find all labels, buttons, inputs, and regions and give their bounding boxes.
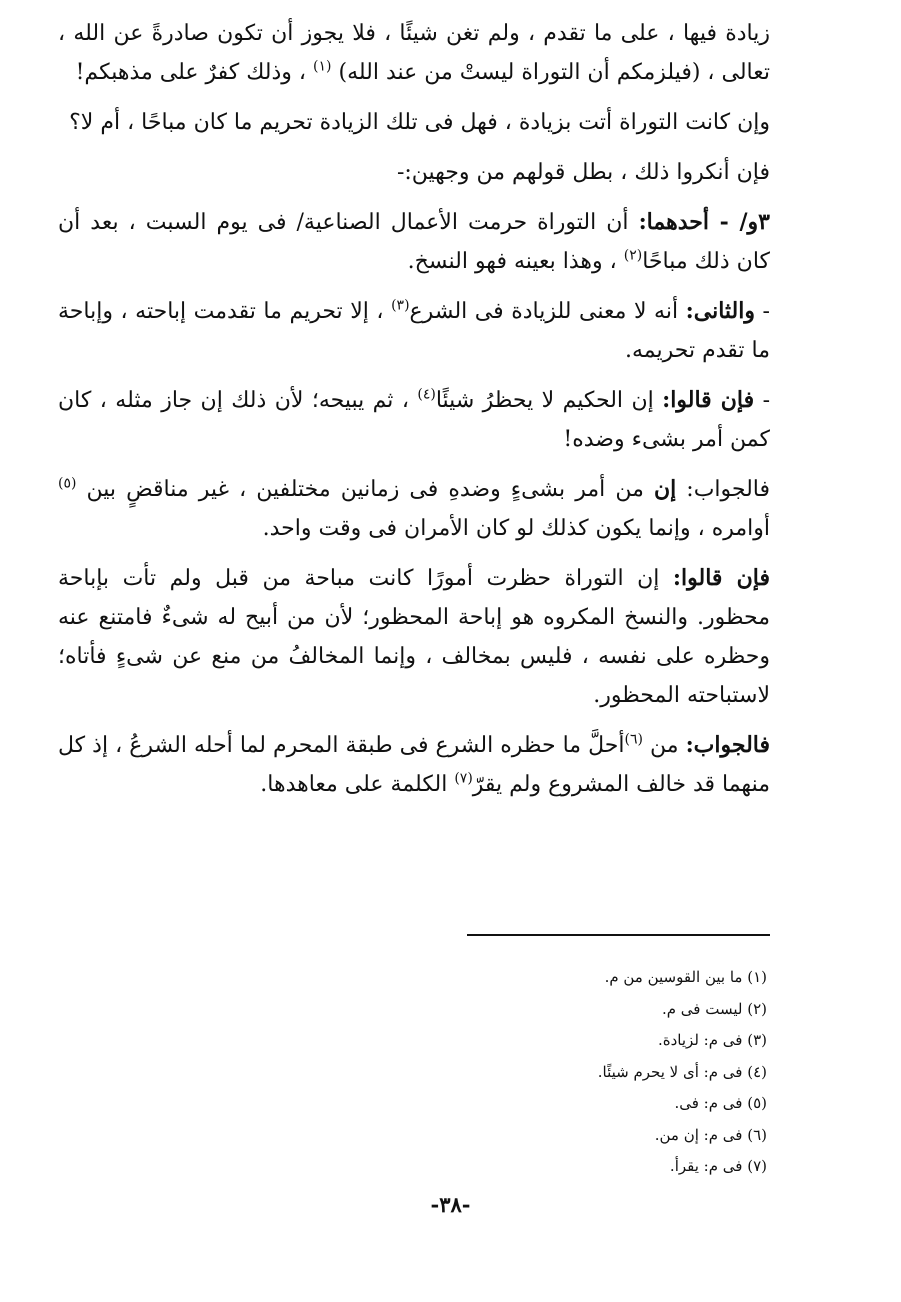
text-segment: -: [755, 299, 770, 324]
paragraph: [58, 726, 770, 804]
paragraph: [58, 14, 770, 92]
bold-lead: فالجواب:: [685, 732, 770, 758]
footnote-marker: (١): [313, 58, 332, 75]
text-segment: فإن أنكروا ذلك ، بطل قولهم من وجهين:-: [396, 160, 770, 185]
text-segment: فالجواب:: [676, 477, 771, 502]
text-segment: من: [642, 733, 686, 758]
text-segment: زيادة فيها ، على ما تقدم ، ولم تغن شيئًا ، فلا يجوز أن تكون صادرةً عن الله ، تعالى ، (فيلزمكم أن التوراة ليستْ من عند الله): [58, 21, 770, 85]
text-segment: -: [754, 388, 771, 413]
text-segment: أحلَّ ما حظره الشرع فى طبقة المحرم لما أحله الشرعُ ، إذ كل منهما قد خالف المشروع ولم يقرّ: [58, 733, 770, 797]
paragraph: [58, 203, 770, 281]
paragraph: [58, 381, 770, 459]
footnote-marker: (٧): [454, 770, 473, 787]
main-text: [58, 14, 770, 815]
footnote-divider: [467, 934, 770, 936]
paragraph: [58, 470, 770, 548]
footnote: (٢) ليست فى م.: [661, 999, 767, 1018]
paragraph: [58, 559, 770, 715]
bold-lead: فإن قالوا:: [672, 565, 771, 591]
bold-lead: فإن قالوا:: [662, 387, 755, 413]
footnote-marker: (٦): [624, 731, 643, 748]
paragraph: [58, 292, 770, 370]
text-segment: ، ثم يبيحه؛ لأن ذلك إن جاز مثله ، كان كمن أمر بشىء وضده!: [58, 388, 770, 452]
text-segment: أنه لا معنى للزيادة فى الشرع: [409, 299, 686, 324]
text-segment: إن الحكيم لا يحظرُ شيئًا: [435, 388, 663, 413]
text-segment: إن التوراة حظرت أمورًا كانت مباحة من قبل ولم تأت بإباحة محظور. والنسخ المكروه هو إباحة المحظور؛ لأن من أبيح له شىءٌ فامتنع عنه وحظره على نفسه ، فليس بمخالف ، وإنما المخالفُ من منع عن شىءٍ فأتاه؛ لاستباحته المحظور.: [58, 566, 770, 708]
footnote: (٥) فى م: فى.: [674, 1094, 767, 1112]
page-number: -٣٨-: [430, 1192, 471, 1217]
bold-lead: ٣و/ - أحدهما:: [638, 209, 770, 235]
footnote-marker: (٤): [417, 386, 436, 403]
footnote: (٣) فى م: لزيادة.: [658, 1031, 767, 1049]
text-segment: ، إلا تحريم ما تقدمت إباحته ، وإباحة ما تقدم تحريمه.: [58, 299, 770, 363]
paragraph: [58, 103, 770, 142]
bold-word: إن: [653, 476, 677, 502]
text-segment: الكلمة على معاهدها.: [260, 772, 455, 797]
paragraph: [58, 153, 770, 192]
text-segment: ، وهذا بعينه فهو النسخ.: [407, 249, 624, 274]
footnote: (٧) فى م: يقرأ.: [669, 1157, 767, 1175]
text-segment: ، وذلك كفرٌ على مذهبكم!: [75, 60, 314, 85]
footnote-marker: (٥): [58, 475, 77, 492]
text-segment: من أمر بشىءٍ وضدهِ فى زمانين مختلفين ، غير مناقضٍ بين: [76, 477, 654, 502]
footnote-marker: (٣): [391, 297, 410, 314]
text-segment: أوامره ، وإنما يكون كذلك لو كان الأمران فى وقت واحد.: [262, 516, 770, 541]
footnote-marker: (٢): [623, 247, 643, 264]
footnote: (٤) فى م: أى لا يحرم شيئًا.: [597, 1062, 767, 1081]
text-segment: أن التوراة حرمت الأعمال الصناعية/ فى يوم السبت ، بعد أن كان ذلك مباحًا: [58, 210, 770, 274]
bold-lead: والثانى:: [685, 298, 755, 324]
footnote: (٦) فى م: إن من.: [654, 1125, 767, 1144]
text-segment: وإن كانت التوراة أتت بزيادة ، فهل فى تلك الزيادة تحريم ما كان مباحًا ، أم لا؟: [69, 110, 770, 135]
footnotes: [487, 962, 767, 1183]
footnote: (١) ما بين القوسين من م.: [604, 968, 767, 986]
